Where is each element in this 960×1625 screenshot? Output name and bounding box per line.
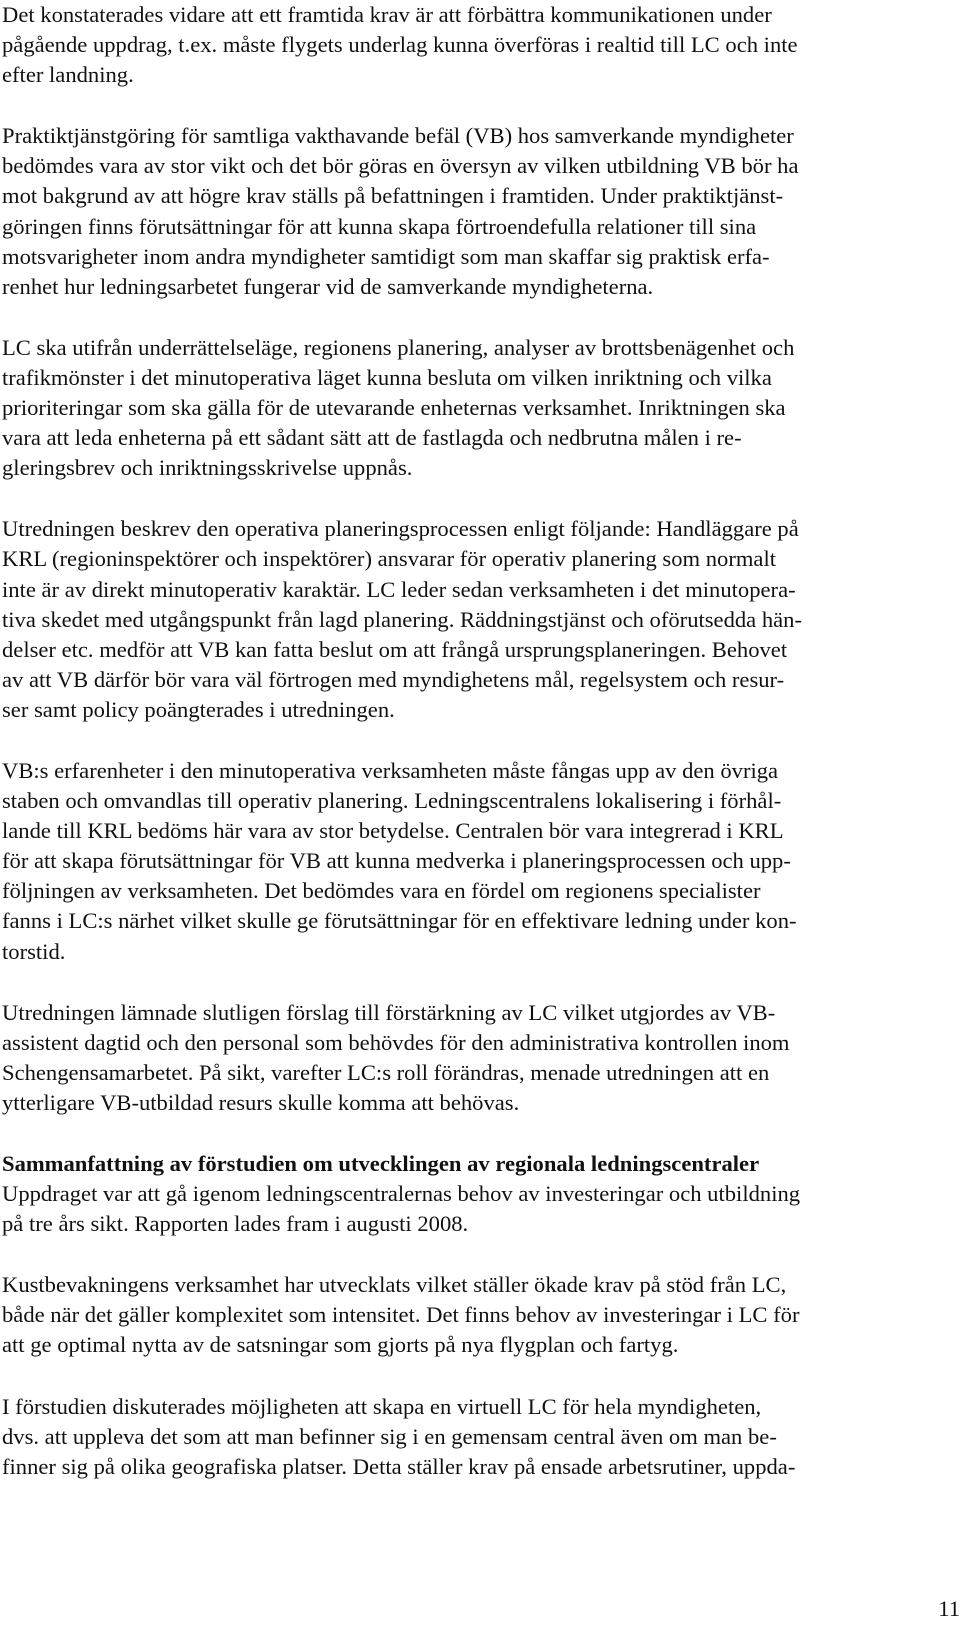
paragraph-spacer [2, 1361, 954, 1392]
page-number: 11 [938, 1596, 960, 1621]
text-line: inte är av direkt minutoperativ karaktär. LC leder sedan verksamheten i det minutopera- [2, 576, 796, 602]
paragraph-planning-process [2, 514, 954, 725]
text-line: ytterligare VB-utbildad resurs skulle komma att behövas. [2, 1089, 520, 1115]
section-summary [2, 1149, 954, 1239]
paragraph-coast-guard [2, 1270, 954, 1360]
text-line: finner sig på olika geografiska platser. Detta ställer krav på ensade arbetsrutiner, uppda- [2, 1453, 796, 1479]
text-line: Schengensamarbetet. På sikt, varefter LC:s roll förändras, menade utredningen att en [2, 1059, 770, 1085]
text-line: Praktiktjänstgöring för samtliga vakthavande befäl (VB) hos samverkande myndigheter [2, 123, 794, 149]
text-line: Utredningen beskrev den operativa planeringsprocessen enligt följande: Handläggare på [2, 516, 799, 542]
paragraph-communication [2, 0, 954, 90]
text-line: efter landning. [2, 62, 134, 88]
text-line: LC ska utifrån underrättelseläge, regionens planering, analyser av brottsbenägenhet och [2, 334, 795, 360]
paragraph-final-proposal [2, 998, 954, 1118]
paragraph-practice-service [2, 121, 954, 302]
text-line: på tre års sikt. Rapporten lades fram i augusti 2008. [2, 1211, 469, 1237]
text-line: VB:s erfarenheter i den minutoperativa verksamheten måste fångas upp av den övriga [2, 757, 779, 783]
text-line: lande till KRL bedöms här vara av stor betydelse. Centralen bör vara integrerad i KRL [2, 818, 784, 844]
text-line: Utredningen lämnade slutligen förslag till förstärkning av LC vilket utgjordes av VB- [2, 999, 776, 1025]
text-line: I förstudien diskuterades möjligheten att skapa en virtuell LC för hela myndigheten, [2, 1393, 762, 1419]
text-line: mot bakgrund av att högre krav ställs på befattningen i framtiden. Under praktiktjänst- [2, 183, 784, 209]
paragraph-spacer [2, 967, 954, 998]
text-line: assistent dagtid och den personal som behövdes för den administrativa kontrollen inom [2, 1029, 790, 1055]
text-line: renhet hur ledningsarbetet fungerar vid de samverkande myndigheterna. [2, 273, 654, 299]
text-line: Kustbevakningens verksamhet har utvecklats vilket ställer ökade krav på stöd från LC, [2, 1272, 787, 1298]
text-line: dvs. att uppleva det som att man befinner sig i en gemensam central även om man be- [2, 1423, 777, 1449]
paragraph-lc-direction [2, 333, 954, 483]
text-line: motsvarigheter inom andra myndigheter samtidigt som man skaffar sig praktisk erfa- [2, 243, 770, 269]
paragraph-spacer [2, 302, 954, 333]
paragraph-spacer [2, 1239, 954, 1270]
text-line: av att VB därför bör vara väl förtrogen med myndighetens mål, regelsystem och resur- [2, 666, 785, 692]
section-heading: Sammanfattning av förstudien om utvecklingen av regionala ledningscentraler [2, 1151, 760, 1176]
paragraph-virtual-lc [2, 1392, 954, 1482]
text-line: prioriteringar som ska gälla för de utevarande enheternas verksamhet. Inriktningen ska [2, 395, 786, 421]
text-line: fanns i LC:s närhet vilket skulle ge förutsättningar för en effektivare ledning under kon- [2, 908, 797, 934]
text-line: vara att leda enheterna på ett sådant sätt att de fastlagda och nedbrutna målen i re- [2, 425, 742, 451]
text-line: gleringsbrev och inriktningsskrivelse uppnås. [2, 455, 413, 481]
text-line: följningen av verksamheten. Det bedömdes vara en fördel om regionens specialister [2, 878, 761, 904]
text-line: bedömdes vara av stor vikt och det bör göras en översyn av vilken utbildning VB bör ha [2, 153, 799, 179]
text-line: pågående uppdrag, t.ex. måste flygets underlag kunna överföras i realtid till LC och inte [2, 32, 798, 58]
paragraph-spacer [2, 1118, 954, 1149]
text-line: göringen finns förutsättningar för att kunna skapa förtroendefulla relationer till sina [2, 213, 757, 239]
paragraph-spacer [2, 725, 954, 756]
text-line: delser etc. medför att VB kan fatta beslut om att frångå ursprungsplaneringen. Behovet [2, 636, 788, 662]
text-line: för att skapa förutsättningar för VB att kunna medverka i planeringsprocessen och upp- [2, 848, 791, 874]
text-line: Uppdraget var att gå igenom ledningscentralernas behov av investeringar och utbildning [2, 1181, 801, 1207]
text-line: staben och omvandlas till operativ planering. Ledningscentralens lokalisering i förhål- [2, 788, 782, 814]
paragraph-spacer [2, 90, 954, 121]
text-line: torstid. [2, 938, 66, 964]
text-line: trafikmönster i det minutoperativa läget kunna besluta om vilken inriktning och vilka [2, 364, 772, 390]
paragraph-spacer [2, 483, 954, 514]
paragraph-vb-experience [2, 756, 954, 967]
text-line: Det konstaterades vidare att ett framtida krav är att förbättra kommunikationen under [2, 2, 772, 27]
text-line: tiva skedet med utgångspunkt från lagd planering. Räddningstjänst och oförutsedda hän- [2, 606, 803, 632]
text-line: att ge optimal nytta av de satsningar som gjorts på nya flygplan och fartyg. [2, 1332, 679, 1358]
text-line: KRL (regioninspektörer och inspektörer) ansvarar för operativ planering som normalt [2, 546, 777, 572]
document-body [2, 0, 954, 1482]
text-line: både när det gäller komplexitet som intensitet. Det finns behov av investeringar i LC för [2, 1302, 800, 1328]
text-line: ser samt policy poängterades i utredningen. [2, 696, 395, 722]
